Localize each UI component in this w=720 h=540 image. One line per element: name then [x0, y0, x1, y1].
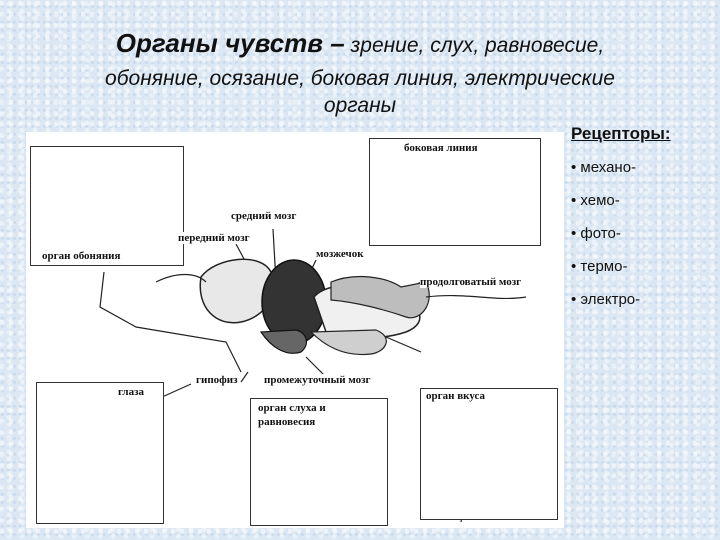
title-rest-line1: зрение, слух, равновесие, [344, 34, 605, 57]
label-pituitary: гипофиз [196, 374, 238, 386]
label-hearing-organ-line1: орган слуха и [258, 402, 326, 414]
title-line2: обоняние, осязание, боковая линия, электрические [105, 67, 615, 90]
lateral-line-inset [369, 138, 541, 246]
olfactory-organ-inset [30, 146, 184, 266]
receptor-item-mechano: • механо- [571, 159, 637, 176]
slide-title [0, 28, 720, 118]
label-forebrain: передний мозг [178, 232, 250, 244]
taste-organ-inset [420, 388, 558, 520]
title-line3: органы [323, 94, 397, 117]
receptor-item-thermo: • термо- [571, 258, 628, 275]
receptor-item-photo: • фото- [571, 225, 621, 242]
eyes-inset [36, 382, 164, 524]
label-diencephalon: промежуточный мозг [264, 374, 371, 386]
receptor-item-electro: • электро- [571, 291, 641, 308]
receptors-list [571, 124, 716, 319]
lateral-pointer [386, 337, 421, 352]
receptors-title: Рецепторы: [571, 124, 671, 143]
label-medulla: продолговатый мозг [420, 276, 522, 288]
title-main: Органы чувств – [115, 28, 345, 58]
fish-sensory-organs-diagram [26, 132, 564, 528]
label-eyes: глаза [118, 386, 145, 398]
pituitary-pointer [241, 372, 248, 382]
label-taste-organ: орган вкуса [426, 390, 486, 402]
receptor-item-chemo: • хемо- [571, 192, 620, 209]
brain-shapes [156, 259, 526, 354]
label-lateral-line: боковая линия [404, 142, 478, 154]
label-cerebellum: мозжечок [316, 248, 364, 260]
label-hearing-organ-line2: равновесия [258, 416, 316, 428]
label-midbrain: средний мозг [231, 210, 297, 222]
label-olfactory-organ: орган обоняния [42, 250, 121, 262]
